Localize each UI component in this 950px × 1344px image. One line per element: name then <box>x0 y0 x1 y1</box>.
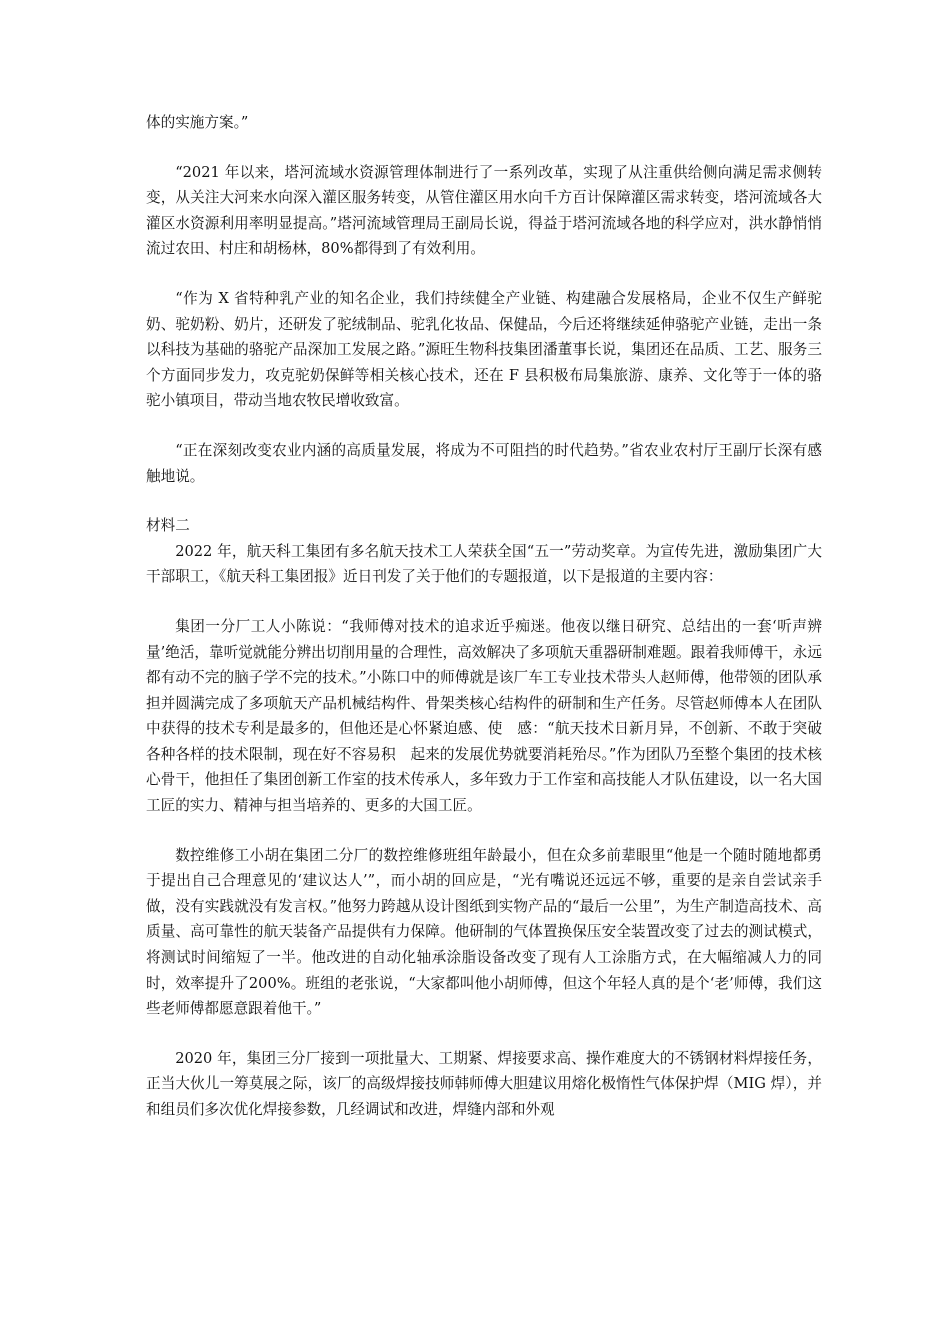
paragraph-continuation: 体的实施方案。” <box>146 114 249 131</box>
paragraph-master-zhao: 集团一分厂工人小陈说：“我师傅对技术的追求近乎痴迷。他夜以继日研究、总结出的一套‘听声辨量’绝活，靠听觉就能分辨出切削用量的合理性，高效解决了多项航天重器研制难题。跟着我师傅干，永远都有动不完的脑子学不完的技术。”小陈口中的师傅就是该厂车工专业技术带头人赵师傅，他带领的团队承担并圆满完成了多项航天产品机械结构件、骨架类核心结构件的研制和生产任务。尽管赵师傅本人在团队中获得的技术专利是最多的，但他还是心怀紧迫感、使 感：“航天技术日新月异，不创新、不敢于突破各种各样的技术限制，现在好不容易积 起来的发展优势就要消耗殆尽。”作为团队乃至整个集团的技术核心骨干，他担任了集团创新工作室的技术传承人，多年致力于工作室和高技能人才队伍建设，以一名大国工匠的实力、精神与担当培养的、更多的大国工匠。 <box>146 617 822 815</box>
section-title: 材料二 <box>146 517 190 535</box>
document-page <box>146 110 822 1123</box>
paragraph-xiao-hu: 数控维修工小胡在集团二分厂的数控维修班组年龄最小，但在众多前辈眼里“他是一个随时随地都勇于提出自己合理意见的‘建议达人’”，而小胡的回应是，“光有嘴说还远远不够，重要的是亲自尝试亲手做，没有实践就没有发言权。”他努力跨越从设计图纸到实物产品的“最后一公里”，为生产制造高技术、高质量、高可靠性的航天装备产品提供有力保障。他研制的气体置换保压安全装置改变了过去的测试模式，将测试时间缩短了一半。他改进的自动化轴承涂脂设备改变了现有人工涂脂方式，在大幅缩减人力的同时，效率提升了200%。班组的老张说，“大家都叫他小胡师傅，但这个年轻人真的是个‘老’师傅，我们这些老师傅都愿意跟着他干。” <box>146 846 822 1018</box>
paragraph-tarim-river: “2021 年以来，塔河流域水资源管理体制进行了一系列改革，实现了从注重供给侧向满足需求侧转变，从关注大河来水向深入灌区服务转变，从管住灌区用水向千方百计保障灌区需求转变，塔河流域各大灌区水资源利用率明显提高。”塔河流域管理局王副局长说，得益于塔河流域各地的科学应对，洪水静悄悄流过农田、村庄和胡杨林，80%都得到了有效利用。 <box>146 163 822 258</box>
paragraph-camel-dairy: “作为 X 省特种乳产业的知名企业，我们持续健全产业链、构建融合发展格局，企业不仅生产鲜驼奶、驼奶粉、奶片，还研发了驼绒制品、驼乳化妆品、保健品，今后还将继续延伸骆驼产业链，走出一条以科技为基础的骆驼产品深加工发展之路。”源旺生物科技集团潘董事长说，集团还在品质、工艺、服务三个方面同步发力，攻克驼奶保鲜等相关核心技术，还在 F 县积极布局集旅游、康养、文化等于一体的骆驼小镇项目，带动当地农牧民增收致富。 <box>146 289 822 410</box>
paragraph-master-han: 2020 年，集团三分厂接到一项批量大、工期紧、焊接要求高、操作难度大的不锈钢材料焊接任务，正当大伙儿一筹莫展之际，该厂的高级焊接技师韩师傅大胆建议用熔化极惰性气体保护焊（MIG 焊），并和组员们多次优化焊接参数，几经调试和改进，焊缝内部和外观 <box>146 1049 822 1118</box>
paragraph-agriculture-quote: “正在深刻改变农业内涵的高质量发展，将成为不可阻挡的时代趋势。”省农业农村厅王副厅长深有感触地说。 <box>146 441 822 485</box>
section-intro: 2022 年，航天科工集团有多名航天技术工人荣获全国“五一”劳动奖章。为宣传先进，激励集团广大干部职工，《航天科工集团报》近日刊发了关于他们的专题报道，以下是报道的主要内容： <box>146 542 822 586</box>
